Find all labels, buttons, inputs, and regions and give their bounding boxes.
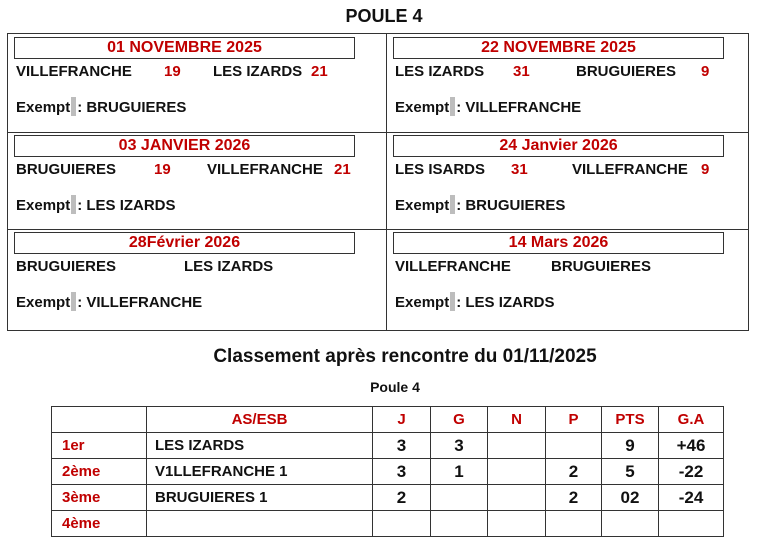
exempt-label: Exempt [395,99,450,116]
header-cell: G.A [659,407,724,433]
table-row [52,433,724,459]
ranking-table [51,406,724,537]
away-score: 21 [334,161,351,178]
rank-cell: 2ème [52,459,147,485]
team-cell: LES IZARDS [147,433,373,459]
highlight-mark [71,195,76,214]
away-score: 9 [701,161,710,178]
header-cell: J [373,407,431,433]
rank-cell: 4ème [52,511,147,537]
match-cell [387,133,749,229]
table-row [52,511,724,537]
highlight-mark [450,97,455,116]
highlight-mark [450,292,455,311]
stat-cell [431,485,488,511]
stat-cell: -24 [659,485,724,511]
exempt-label: Exempt [16,294,71,311]
exempt-team: : BRUGUIERES [456,197,566,214]
exempt-line [16,97,186,116]
stat-cell [546,433,602,459]
match-cell [8,230,386,330]
away-score: 9 [701,63,710,80]
match-date: 22 NOVEMBRE 2025 [393,37,724,59]
home-score: 31 [513,63,530,80]
exempt-line [395,97,581,116]
highlight-mark [450,195,455,214]
stat-cell: 1 [431,459,488,485]
match-cell [8,133,386,229]
home-team: BRUGUIERES [16,161,117,178]
stat-cell: 9 [602,433,659,459]
exempt-label: Exempt [16,197,71,214]
stat-cell: 3 [431,433,488,459]
away-team: LES IZARDS [213,63,303,80]
match-cell [8,34,386,132]
highlight-mark [71,292,76,311]
exempt-team: : VILLEFRANCHE [456,99,582,116]
exempt-label: Exempt [395,294,450,311]
match-date: 28Février 2026 [14,232,355,254]
home-team: VILLEFRANCHE [395,258,511,275]
table-row [52,459,724,485]
team-cell [147,511,373,537]
exempt-line [395,292,555,311]
stat-cell: 5 [602,459,659,485]
exempt-team: : VILLEFRANCHE [77,294,203,311]
home-score: 19 [164,63,181,80]
stat-cell: 2 [373,485,431,511]
header-cell: N [488,407,546,433]
home-score: 19 [154,161,171,178]
table-row [52,485,724,511]
table-header-row [52,407,724,433]
header-cell [52,407,147,433]
rank-cell: 3ème [52,485,147,511]
page-title: POULE 4 [345,6,423,26]
stat-cell: 2 [546,459,602,485]
ranking-subtitle: Poule 4 [370,379,420,395]
stat-cell: 3 [373,459,431,485]
header-cell: G [431,407,488,433]
header-cell: P [546,407,602,433]
away-team: VILLEFRANCHE [207,161,323,178]
header-cell: AS/ESB [147,407,373,433]
exempt-line [395,195,565,214]
away-team: BRUGUIERES [576,63,677,80]
stat-cell [602,511,659,537]
stat-cell: 2 [546,485,602,511]
exempt-team: : LES IZARDS [77,197,176,214]
home-team: LES ISARDS [395,161,486,178]
exempt-line [16,195,176,214]
stat-cell [546,511,602,537]
stat-cell [488,511,546,537]
stat-cell [488,433,546,459]
stat-cell [488,459,546,485]
exempt-label: Exempt [16,99,71,116]
stat-cell [488,485,546,511]
ranking-title: Classement après rencontre du 01/11/2025 [213,346,597,367]
away-team: LES IZARDS [184,258,274,275]
match-cell [387,230,749,330]
stat-cell: +46 [659,433,724,459]
stat-cell: 02 [602,485,659,511]
stat-cell [373,511,431,537]
away-score: 21 [311,63,328,80]
header-cell: PTS [602,407,659,433]
away-team: VILLEFRANCHE [572,161,688,178]
exempt-line [16,292,202,311]
stat-cell: 3 [373,433,431,459]
home-team: BRUGUIERES [16,258,117,275]
home-score: 31 [511,161,528,178]
team-cell: V1LLEFRANCHE 1 [147,459,373,485]
match-date: 14 Mars 2026 [393,232,724,254]
team-cell: BRUGUIERES 1 [147,485,373,511]
home-team: VILLEFRANCHE [16,63,132,80]
rank-cell: 1er [52,433,147,459]
exempt-label: Exempt [395,197,450,214]
match-date: 01 NOVEMBRE 2025 [14,37,355,59]
stat-cell: -22 [659,459,724,485]
match-date: 24 Janvier 2026 [393,135,724,157]
highlight-mark [71,97,76,116]
exempt-team: : BRUGUIERES [77,99,187,116]
stat-cell [659,511,724,537]
match-cell [387,34,749,132]
home-team: LES IZARDS [395,63,485,80]
match-date: 03 JANVIER 2026 [14,135,355,157]
away-team: BRUGUIERES [551,258,652,275]
match-schedule-grid [7,33,749,331]
exempt-team: : LES IZARDS [456,294,555,311]
stat-cell [431,511,488,537]
